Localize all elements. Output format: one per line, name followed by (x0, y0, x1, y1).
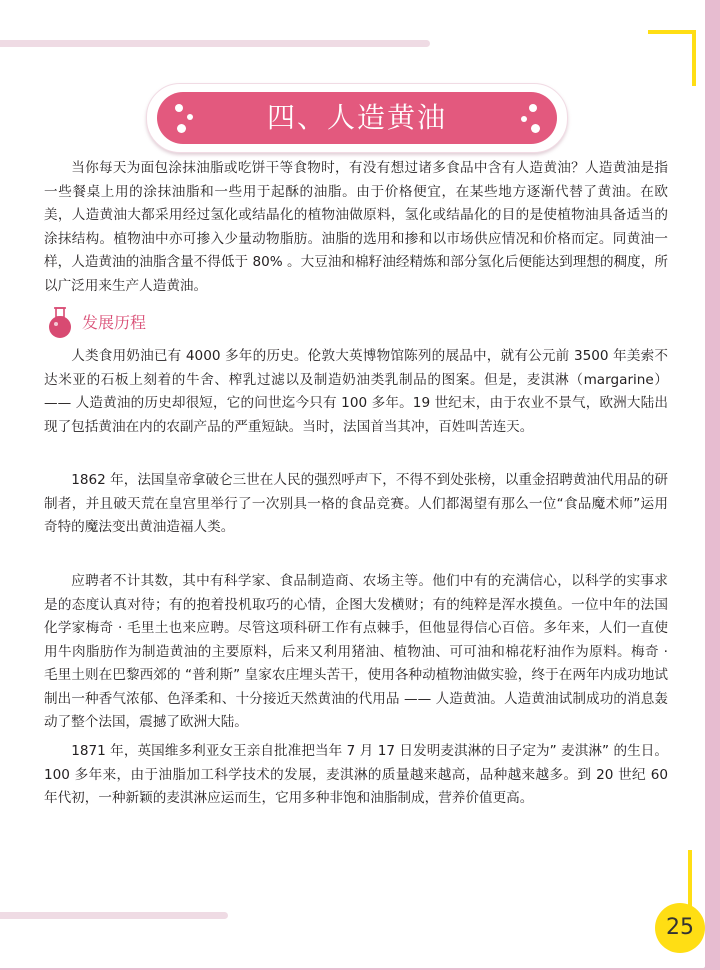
decor-dot (531, 124, 540, 133)
page-title: 四、人造黄油 (266, 101, 447, 134)
body-paragraph: 人类食用奶油已有 4000 多年的历史。伦敦大英博物馆陈列的展品中，就有公元前 3500 年美索不达米亚的石板上刻着的牛舍、榨乳过滤以及制造奶油类乳制品的图案。但是，麦淇淋（margarine）—— 人造黄油的历史却很短，它的问世迄今只有 100 多年。19 世纪末，由于农业不景气，欧洲大陆出现了包括黄油在内的农副产品的严重短缺。当时，法国首当其冲，百姓叫苦连天。 (44, 348, 668, 435)
flask-icon (44, 306, 76, 340)
decor-dot (521, 116, 527, 122)
top-decorative-bar (0, 40, 430, 47)
title-banner (146, 83, 568, 153)
title-pill (157, 92, 557, 144)
decor-dot (187, 114, 193, 120)
body-paragraph: 应聘者不计其数，其中有科学家、食品制造商、农场主等。他们中有的充满信心，以科学的实事求是的态度认真对待；有的抱着投机取巧的心情，企图大发横财；有的纯粹是浑水摸鱼。一位中年的法国化学家梅奇 · 毛里土也来应聘。尽管这项科研工作有点棘手，但他显得信心百倍。多年来，人们一直使用牛肉脂肪作为制造黄油的主要原料，后来又利用猪油、植物油、可可油和棉花籽油作为原料。梅奇 · 毛里土则在巴黎西郊的 “普利斯” 皇家农庄埋头苦干，使用各种动植物油做实验，终于在两年内成功地试制出一种香气浓郁、色泽柔和、十分接近天然黄油的代用品 —— 人造黄油。人造黄油试制成功的消息轰动了整个法国，震撼了欧洲大陆。 (44, 573, 668, 730)
bottom-decorative-bar (0, 912, 228, 919)
body-paragraph: 1862 年，法国皇帝拿破仑三世在人民的强烈呼声下，不得不到处张榜，以重金招聘黄油代用品的研制者，并且破天荒在皇宫里举行了一次别具一格的食品竞赛。人们都渴望有那么一位“食品魔术师”运用奇特的魔法变出黄油造福人类。 (44, 472, 668, 535)
decor-dot (529, 104, 537, 112)
top-right-corner-frame (648, 30, 696, 86)
section-heading-text: 发展历程 (82, 313, 147, 332)
bottom-right-accent-line (688, 850, 692, 908)
body-paragraph: 1871 年，英国维多利亚女王亲自批准把当年 7 月 17 日发明麦淇淋的日子定为” 麦淇淋” 的生日。100 多年来，由于油脂加工科学技术的发展，麦淇淋的质量越来越高，品种越来越多。到 20 世纪 60 年代初，一种新颖的麦淇淋应运而生，它用多种非饱和油脂制成，营养价值更高。 (44, 743, 668, 806)
intro-paragraph: 当你每天为面包涂抹油脂或吃饼干等食物时，有没有想过诸多食品中含有人造黄油？人造黄油是指一些餐桌上用的涂抹油脂和一些用于起酥的油脂。由于价格便宜，在某些地方逐渐代替了黄油。在欧美，人造黄油大都采用经过氢化或结晶化的植物油做原料，氢化或结晶化的目的是使植物油具备适当的涂抹结构。植物油中亦可掺入少量动物脂肪。油脂的选用和掺和以市场供应情况和价格而定。同黄油一样，人造黄油的油脂含量不得低于 80% 。大豆油和棉籽油经精炼和部分氢化后便能达到理想的稠度，所以广泛用来生产人造黄油。 (44, 160, 668, 294)
decor-dot (175, 104, 183, 112)
page-number-badge: 25 (655, 903, 705, 953)
decor-dot (177, 124, 186, 133)
